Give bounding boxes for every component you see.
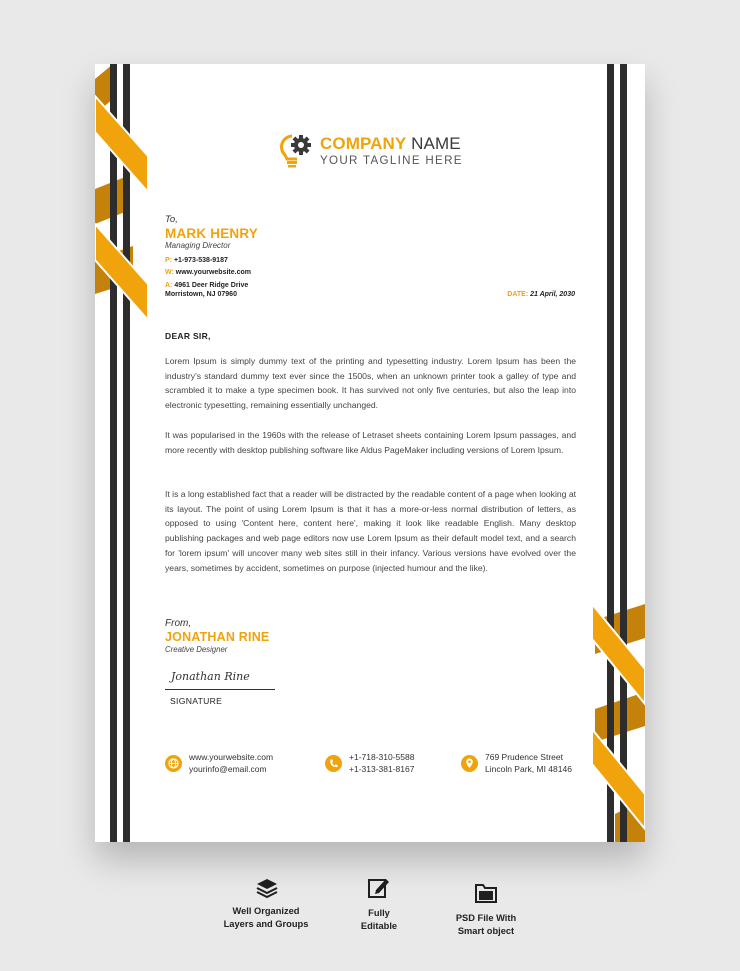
folder-icon xyxy=(474,882,498,904)
company-name: COMPANY NAME xyxy=(320,134,461,153)
recipient-website: W: www.yourwebsite.com xyxy=(165,269,251,276)
footer-web: www.yourwebsite.com yourinfo@email.com xyxy=(189,752,274,774)
to-label: To, xyxy=(165,214,178,225)
location-pin-icon xyxy=(461,755,478,772)
svg-text:Jonathan Rine: Jonathan Rine xyxy=(171,670,250,683)
lightbulb-gear-icon xyxy=(277,132,315,170)
salutation: DEAR SIR, xyxy=(165,331,211,341)
signature-label: SIGNATURE xyxy=(170,696,223,706)
feature-layers-label: Well Organized Layers and Groups xyxy=(223,906,309,929)
recipient-phone: P: +1-973-538-9187 xyxy=(165,257,228,264)
body-paragraph: Lorem Ipsum is simply dummy text of the printing and typesetting industry. Lorem Ipsum has been the industry's standard dummy text ever since the 1500s, when an unknown printer took a galley of type and scrambled it to make a type specimen book. It has survived not only five centuries, but also the leap into electronic typesetting, remaining essentially unchanged. xyxy=(165,356,576,411)
company-tagline: YOUR TAGLINE HERE xyxy=(320,154,463,167)
letter-date: DATE: 21 April, 2030 xyxy=(507,291,575,298)
recipient-title: Managing Director xyxy=(165,241,231,250)
feature-psd-label: PSD File With Smart object xyxy=(455,913,517,936)
phone-icon xyxy=(325,755,342,772)
letterhead-page xyxy=(95,64,645,842)
layers-icon xyxy=(255,877,279,899)
handwritten-signature xyxy=(167,662,277,688)
recipient-address: A: 4961 Deer Ridge Drive xyxy=(165,282,249,289)
body-paragraph: It was popularised in the 1960s with the release of Letraset sheets containing Lorem Ipsum passages, and more recently with desktop publishing software like Aldus PageMaker including versions of Lorem Ipsum. xyxy=(165,430,576,455)
sender-name: JONATHAN RINE xyxy=(165,630,270,644)
footer-phone: +1-718-310-5588 +1-313-381-8167 xyxy=(349,752,415,774)
edit-icon xyxy=(367,876,391,900)
from-label: From, xyxy=(165,618,192,629)
body-paragraph: It is a long established fact that a reader will be distracted by the readable content of a page when looking at its layout. The point of using Lorem Ipsum is that it has a more-or-less normal distribution of letters, as opposed to using 'Content here, content here', making it look like readable English. Many desktop publishing packages and web page editors now use Lorem Ipsum as their default model text, and a search for 'lorem ipsum' will uncover many web sites still in their infancy. Various versions have evolved over the years, sometimes by accident, sometimes on purpose (injected humour and the like). xyxy=(165,489,576,573)
feature-editable-label: Fully Editable xyxy=(360,908,398,931)
recipient-address-line2: Morristown, NJ 07960 xyxy=(165,291,237,298)
signature-line xyxy=(165,689,275,690)
footer-address: 769 Prudence Street Lincoln Park, MI 48146 xyxy=(485,752,572,774)
recipient-name: MARK HENRY xyxy=(165,226,258,241)
company-logo xyxy=(277,132,472,172)
sender-title: Creative Designer xyxy=(165,645,228,654)
globe-icon xyxy=(165,755,182,772)
